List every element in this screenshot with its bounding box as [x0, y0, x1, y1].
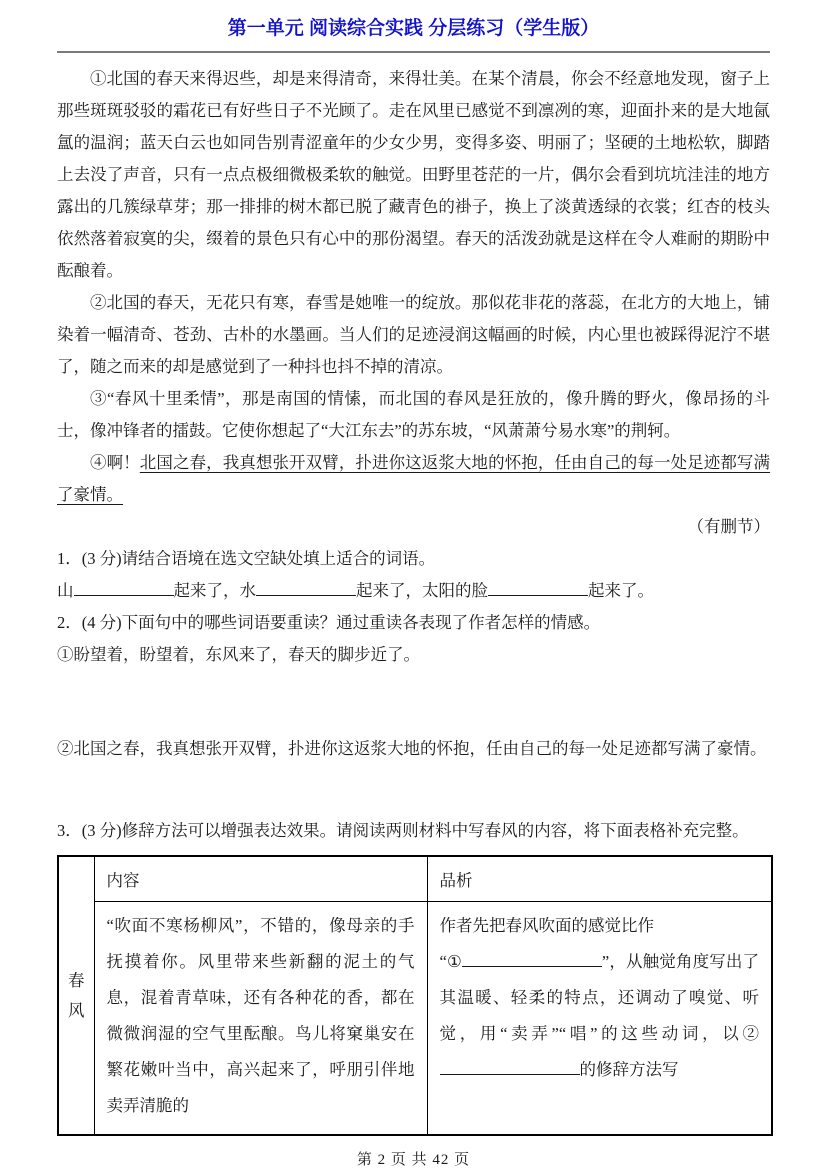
questions-section	[57, 543, 770, 847]
q1-fill-part-1: 山	[57, 581, 74, 600]
question-2-item-2: ②北国之春，我真想张开双臂，扑进你这返浆大地的怀抱，任由自己的每一处足迹都写满了豪情。	[57, 739, 767, 758]
fill-blank-3	[488, 579, 588, 597]
document-title: 第一单元 阅读综合实践 分层练习（学生版）	[227, 18, 600, 39]
question-2-item-1: ①盼望着，盼望着，东风来了，春天的脚步近了。	[57, 645, 420, 664]
fill-blank-1	[74, 579, 174, 597]
paragraph-4-prefix: ④啊！	[90, 453, 140, 472]
question-1-fill-line	[57, 575, 770, 607]
fill-blank-circle-1	[462, 950, 602, 968]
table-analysis-cell	[427, 902, 772, 1136]
paragraph-4-underlined-sentence: 北国之春，我真想张开双臂，扑进你这返浆大地的怀抱，任由自己的每一处足迹都写满了豪情。	[57, 453, 771, 504]
question-1-label: 1．(3 分)请结合语境在选文空缺处填上适合的词语。	[57, 549, 436, 568]
fill-blank-2	[256, 579, 356, 597]
page-footer: 第 2 页 共 42 页	[356, 1152, 471, 1168]
fill-blank-circle-2	[440, 1058, 580, 1076]
question-2-label: 2．(4 分)下面句中的哪些词语要重读？通过重读各表现了作者怎样的情感。	[57, 613, 601, 632]
answer-space-1	[57, 671, 770, 733]
table-header-analysis: 品析	[427, 856, 772, 902]
passage-paragraph-4	[57, 447, 770, 511]
analysis-part-4: 的修辞方法写	[579, 1060, 679, 1079]
table-header-row	[58, 856, 772, 902]
deletion-note: （有删节）	[687, 517, 770, 536]
q1-fill-part-4: 起来了。	[588, 581, 654, 600]
passage-paragraph-3: ③“春风十里柔情”，那是南国的情愫，而北国的春风是狂放的，像升腾的野火，像昂扬的斗士，像冲锋者的擂鼓。它使你想起了“大江东去”的苏东坡，“风萧萧兮易水寒”的荆轲。	[57, 389, 770, 440]
q1-fill-part-3: 起来了，太阳的脸	[356, 581, 488, 600]
analysis-part-2: “①	[439, 952, 462, 971]
passage-paragraph-1: ①北国的春天来得迟些，却是来得清奇，来得壮美。在某个清晨，你会不经意地发现，窗子上那些斑斑驳驳的霜花已有好些日子不光顾了。走在风里已感觉不到凛冽的寒，迎面扑来的是大地氤氲的温润；蓝天白云也如同告别青涩童年的少女少男，变得多姿、明丽了；坚硬的土地松软，脚踏上去没了声音，只有一点点极细微极柔软的触觉。田野里苍茫的一片，偶尔会看到坑坑洼洼的地方露出的几簇绿草芽；那一排排的树木都已脱了藏青色的褂子，换上了淡黄透绿的衣裳；红杏的枝头依然落着寂寞的尖，缀着的景色只有心中的那份渴望。春天的活泼劲就是这样在令人难耐的期盼中酝酿着。	[57, 69, 770, 280]
table-body-row	[58, 902, 772, 1136]
table-header-content: 内容	[94, 856, 427, 902]
passage-paragraph-2: ②北国的春天，无花只有寒，春雪是她唯一的绽放。那似花非花的落蕊，在北方的大地上，铺染着一幅清奇、苍劲、古朴的水墨画。当人们的足迹浸润这幅画的时候，内心里也被踩得泥泞不堪了，随之而来的却是感觉到了一种抖也抖不掉的清凉。	[57, 293, 770, 376]
answer-space-2	[57, 765, 770, 815]
question-3-label: 3．(3 分)修辞方法可以增强表达效果。请阅读两则材料中写春风的内容，将下面表格补充完整。	[57, 821, 749, 840]
analysis-part-1: 作者先把春风吹面的感觉比作	[439, 916, 654, 935]
header-divider	[57, 51, 770, 53]
analysis-part-3: ”，从触觉角度写出了其温暖、轻柔的特点，还调动了嗅觉、听觉，用“卖弄”“唱”的这些动词，以②	[439, 952, 759, 1043]
table-row-label: 春风	[58, 856, 94, 1135]
table-content-cell: “吹面不寒杨柳风”，不错的，像母亲的手抚摸着你。风里带来些新翻的泥土的气息，混着青草味，还有各种花的香，都在微微润湿的空气里酝酿。鸟儿将窠巢安在繁花嫩叶当中，高兴起来了，呼朋引伴地卖弄清脆的	[94, 902, 427, 1136]
reading-passage	[57, 63, 770, 543]
q1-fill-part-2: 起来了，水	[173, 581, 256, 600]
analysis-table	[57, 855, 773, 1136]
